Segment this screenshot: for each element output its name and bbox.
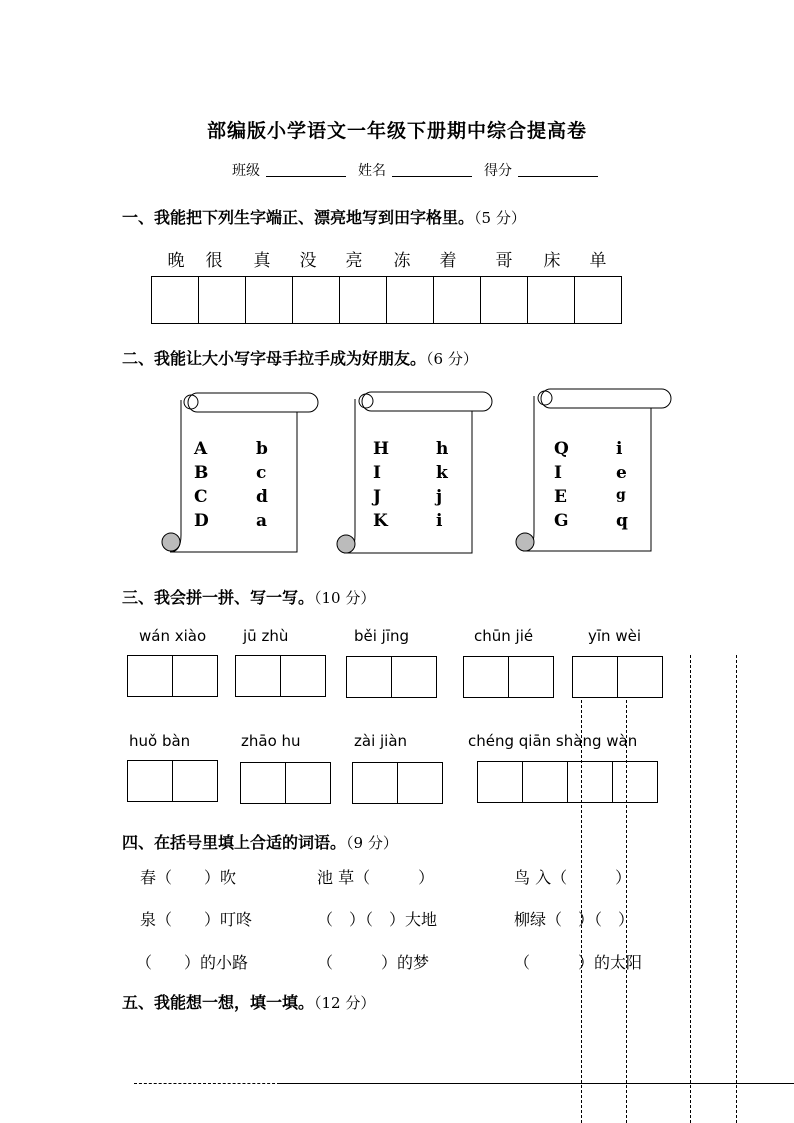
char-5: 冻 [393, 251, 411, 271]
lower-letter[interactable]: c [256, 463, 267, 483]
answer-box [573, 656, 663, 698]
upper-letter[interactable]: J [373, 487, 382, 507]
pinyin-label: huǒ bàn [129, 732, 191, 750]
dashed-line [581, 700, 582, 1123]
fill-item[interactable]: 春（ ）吹 [140, 868, 237, 887]
grid-cell[interactable] [477, 761, 523, 803]
pinyin-label: zhāo hu [241, 732, 301, 750]
answer-box [236, 655, 326, 697]
upper-letter[interactable]: K [373, 511, 388, 531]
fill-item[interactable]: （ ）的梦 [317, 953, 430, 972]
class-label: 班级 [232, 163, 260, 179]
char-8: 床 [543, 251, 561, 271]
grid-cell[interactable] [127, 655, 173, 697]
lower-letter[interactable]: g [616, 487, 626, 503]
grid-cell[interactable] [397, 762, 443, 804]
pinyin-label: chéng qiān shàng wàn [468, 732, 638, 750]
grid-cell[interactable] [352, 762, 398, 804]
lower-letter[interactable]: e [616, 463, 627, 483]
fill-item[interactable]: 池 草（ ） [317, 868, 435, 887]
lower-letter[interactable]: j [436, 487, 443, 507]
char-6: 着 [439, 251, 457, 271]
upper-letter[interactable]: Q [554, 439, 569, 459]
pinyin-label: běi jīng [354, 627, 410, 645]
upper-letter[interactable]: B [194, 463, 209, 483]
upper-letter[interactable]: E [554, 487, 567, 507]
grid-cell[interactable] [567, 761, 613, 803]
scroll-3-icon [516, 389, 671, 551]
upper-letter[interactable]: G [554, 511, 569, 531]
grid-cell[interactable] [127, 760, 173, 802]
name-label: 姓名 [358, 163, 386, 179]
char-9: 单 [589, 251, 607, 271]
answer-box [128, 760, 218, 802]
score-label: 得分 [484, 163, 512, 179]
grid-cell[interactable] [346, 656, 392, 698]
lower-letter[interactable]: i [616, 439, 623, 459]
pinyin-label: zài jiàn [354, 732, 408, 750]
char-7: 哥 [495, 251, 513, 271]
char-4: 亮 [345, 251, 363, 271]
fill-item[interactable]: 柳绿（ ）（ ） [514, 910, 635, 929]
lower-letter[interactable]: a [256, 511, 268, 531]
grid-cell[interactable] [285, 762, 331, 804]
grid-cell[interactable] [172, 655, 218, 697]
fill-item[interactable]: 泉（ ）叮咚 [140, 910, 253, 929]
answer-box [241, 762, 331, 804]
lower-letter[interactable]: q [616, 511, 628, 531]
lower-letter[interactable]: d [256, 487, 268, 507]
upper-letter[interactable]: C [194, 487, 208, 507]
scroll-2-icon [337, 392, 492, 553]
grid-cell[interactable] [240, 762, 286, 804]
char-2: 真 [253, 251, 271, 271]
grid-cell[interactable] [617, 656, 663, 698]
answer-box [128, 655, 218, 697]
grid-cell[interactable] [572, 656, 618, 698]
grid-cell[interactable] [612, 761, 658, 803]
grid-cell[interactable] [280, 655, 326, 697]
answer-box [353, 762, 443, 804]
pinyin-label: jū zhù [243, 627, 289, 645]
upper-letter[interactable]: H [373, 439, 390, 459]
fill-item[interactable]: 鸟 入（ ） [514, 868, 632, 887]
upper-letter[interactable]: D [194, 511, 209, 531]
answer-box [347, 656, 437, 698]
upper-letter[interactable]: I [554, 463, 562, 483]
lower-letter[interactable]: k [436, 463, 448, 483]
fill-item[interactable]: （ ）的小路 [136, 953, 249, 972]
grid-cell[interactable] [508, 656, 554, 698]
section-1-heading: 一、我能把下列生字端正、漂亮地写到田字格里。（5 分） [122, 208, 526, 227]
char-3: 没 [299, 251, 317, 271]
answer-box [464, 656, 554, 698]
grid-cell[interactable] [172, 760, 218, 802]
page-title: 部编版小学语文一年级下册期中综合提高卷 [206, 120, 587, 142]
fill-item[interactable]: （ ）的太阳 [514, 953, 643, 972]
upper-letter[interactable]: I [373, 463, 381, 483]
char-1: 很 [205, 251, 223, 271]
pinyin-label: chūn jié [474, 627, 534, 645]
grid-cell[interactable] [391, 656, 437, 698]
section-2-heading: 二、我能让大小写字母手拉手成为好朋友。（6 分） [122, 349, 478, 368]
section-4-heading: 四、在括号里填上合适的词语。（9 分） [122, 833, 398, 852]
scroll-1-icon [162, 393, 318, 552]
grid-cell[interactable] [463, 656, 509, 698]
dashed-line [690, 655, 691, 1123]
fill-item[interactable]: （ ）（ ）大地 [317, 910, 438, 929]
upper-letter[interactable]: A [194, 439, 208, 459]
dashed-line [134, 1083, 280, 1084]
divider [280, 1083, 794, 1084]
pinyin-label: wán xiào [139, 627, 207, 645]
grid-cell[interactable] [522, 761, 568, 803]
lower-letter[interactable]: b [256, 439, 268, 459]
pinyin-label: yīn wèi [588, 627, 641, 645]
lower-letter[interactable]: i [436, 511, 443, 531]
dashed-line [736, 655, 737, 1123]
lower-letter[interactable]: h [436, 439, 449, 459]
section-5-heading: 五、我能想一想，填一填。（12 分） [122, 993, 376, 1012]
grid-cell[interactable] [235, 655, 281, 697]
answer-box [478, 761, 658, 803]
dashed-line [626, 700, 627, 1123]
char-0: 晚 [167, 251, 185, 271]
section-3-heading: 三、我会拼一拼、写一写。（10 分） [122, 588, 376, 607]
